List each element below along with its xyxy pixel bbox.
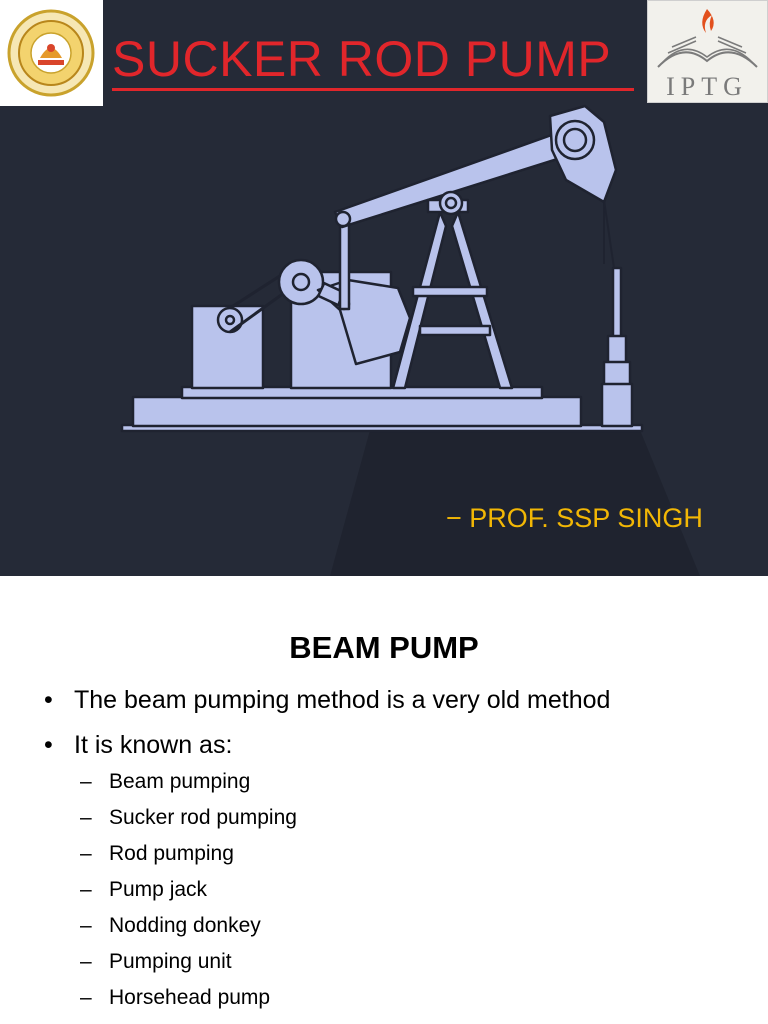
sub-item-text: Beam pumping xyxy=(109,770,251,793)
sub-item-text: Sucker rod pumping xyxy=(109,806,297,829)
sub-item-text: Rod pumping xyxy=(109,842,234,865)
slide-title: SUCKER ROD PUMP xyxy=(112,31,612,87)
dash-symbol: – xyxy=(80,950,92,973)
bullet-item xyxy=(44,731,232,760)
sub-item-text: Pumping unit xyxy=(109,950,232,973)
dash-symbol: – xyxy=(80,878,92,901)
sub-item xyxy=(80,986,270,1010)
sub-item-text: Pump jack xyxy=(109,878,208,901)
dash-symbol: – xyxy=(80,770,92,793)
bullet-text: It is known as: xyxy=(74,731,233,759)
author-credit: − PROF. SSP SINGH xyxy=(446,503,703,533)
dash-symbol: – xyxy=(80,986,92,1009)
title-underline xyxy=(112,88,634,91)
iptg-logo xyxy=(647,0,768,103)
bullet-item xyxy=(44,686,610,715)
beam-pump-slide xyxy=(0,576,768,1024)
sub-item xyxy=(80,842,234,866)
dash-symbol: – xyxy=(80,914,92,937)
dash-symbol: – xyxy=(80,842,92,865)
iptg-logo-text: IPTG xyxy=(666,72,748,101)
sub-item xyxy=(80,878,207,902)
slide-heading: BEAM PUMP xyxy=(289,630,479,665)
sub-item xyxy=(80,950,232,974)
sub-item xyxy=(80,770,250,794)
sub-item xyxy=(80,914,261,938)
sub-item xyxy=(80,806,297,830)
bullet-symbol: • xyxy=(44,731,53,759)
sub-item-text: Nodding donkey xyxy=(109,914,261,937)
dash-symbol: – xyxy=(80,806,92,829)
bullet-symbol: • xyxy=(44,686,53,714)
sub-item-text: Horsehead pump xyxy=(109,986,271,1009)
bullet-text: The beam pumping method is a very old method xyxy=(74,686,611,714)
university-logo xyxy=(0,0,103,106)
